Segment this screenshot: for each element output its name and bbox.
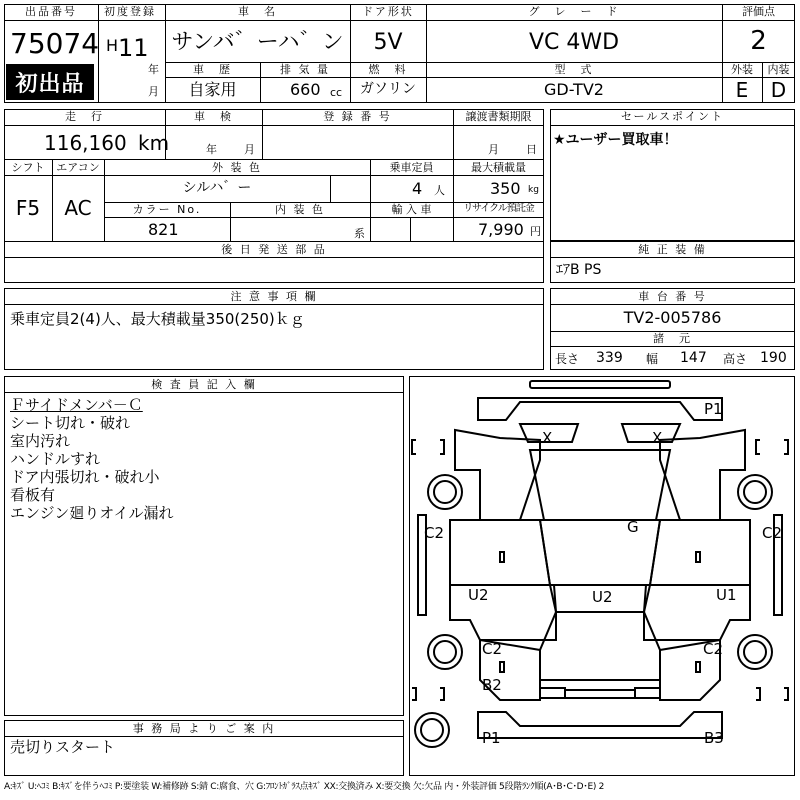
inspector-label: 検 査 員 記 入 欄: [151, 378, 257, 391]
color-label: 外 装 色: [212, 161, 262, 174]
sales-point-label: セールスポイント: [620, 110, 724, 123]
displacement: 660: [290, 80, 321, 99]
score-label: 評価点: [742, 5, 775, 18]
width: 147: [680, 350, 707, 366]
model: GD-TV2: [544, 80, 604, 99]
recycle-unit: 円: [530, 225, 541, 238]
recycle-label: リサイクル預託金: [463, 203, 534, 214]
load-label: 最大積載量: [471, 161, 526, 174]
month-unit: 月: [148, 85, 159, 98]
load: 350: [490, 179, 521, 198]
capacity-unit: 人: [434, 184, 445, 197]
transfer-month-unit: 月: [488, 143, 499, 156]
lot-label: 出品番号: [25, 5, 77, 18]
notes-text: 乗車定員2(4)人、最大積載量350(250)ｋｇ: [10, 310, 305, 328]
length: 339: [596, 350, 623, 366]
damage-mark-u1-right: U1: [716, 586, 737, 604]
shift: F5: [15, 196, 41, 220]
width-label: 幅: [646, 352, 659, 366]
load-unit: kg: [528, 185, 539, 195]
fuel: ガソリン: [360, 81, 416, 97]
inspector-notes: [10, 396, 174, 522]
score: 2: [750, 26, 767, 56]
inspector-line: 室内汚れ: [10, 432, 71, 450]
damage-mark-u2-left: U2: [468, 586, 489, 604]
grade-label: グ レ ー ド: [528, 5, 620, 18]
model-label: 型 式: [554, 63, 594, 76]
first-listing-badge: 初出品: [6, 64, 94, 100]
height-label: 高さ: [723, 352, 748, 366]
vehicle-diagram-frame: [409, 376, 795, 776]
equipment-label: 純 正 装 備: [638, 243, 707, 256]
damage-mark-p1-rear: P1: [482, 729, 501, 747]
legend: A:ｷｽﾞ U:ﾍｺﾐ B:ｷｽﾞを伴うﾍｺﾐ P:要塗装 W:補修跡 S:錆 C:腐食、穴 G:ﾌﾛﾝﾄｶﾞﾗｽ点ｷｽﾞ XX:交換済み X:要交換 欠:欠品 内・外装評価 5段階ﾗﾝｸ順(A･B･C･D･E) 2: [4, 782, 605, 792]
displacement-label: 排 気 量: [280, 63, 330, 76]
fuel-label: 燃 料: [368, 63, 408, 76]
car-name-label: 車 名: [238, 5, 277, 18]
car-name: サンバ゛ーハ゛ン: [171, 30, 344, 55]
damage-mark-g: G: [627, 518, 639, 536]
int-color-unit: 系: [354, 227, 365, 240]
grade: VC 4WD: [528, 30, 620, 55]
sales-point-text: ★ユーザー買取車！: [553, 132, 678, 148]
damage-mark-x-left: X: [542, 429, 553, 447]
equipment-text: ｴｱB PS: [556, 262, 602, 278]
inspection-year-unit: 年: [206, 143, 217, 156]
mileage-unit: km: [138, 131, 170, 155]
first-reg-year: 11: [118, 34, 149, 62]
import-label: 輸 入 車: [391, 203, 432, 216]
ac: AC: [64, 196, 92, 220]
inspector-line: 看板有: [10, 486, 56, 504]
lot-number: 75074: [10, 27, 100, 60]
damage-mark-u2-center: U2: [592, 588, 613, 606]
interior-grade: D: [770, 78, 787, 102]
damage-mark-c2-rear-left: C2: [482, 640, 503, 658]
chassis-number: TV2-005786: [623, 308, 722, 327]
chassis-label: 車 台 番 号: [638, 290, 707, 303]
color-no-label: カラー No.: [132, 203, 202, 216]
inspection-month-unit: 月: [244, 143, 255, 156]
door-label: ドア形状: [362, 5, 414, 18]
capacity: 4: [412, 179, 423, 198]
year-unit: 年: [148, 63, 159, 76]
damage-mark-x-right: X: [652, 429, 663, 447]
height: 190: [760, 350, 787, 366]
exterior-label: 外装: [731, 63, 753, 76]
inspector-line: ドア内張切れ・破れ小: [10, 468, 160, 486]
later-parts-label: 後 日 発 送 部 品: [221, 243, 327, 256]
dims-label: 諸 元: [653, 332, 692, 345]
door-type: 5V: [373, 30, 403, 55]
damage-mark-b2: B2: [482, 676, 502, 694]
inspection-label: 車 検: [194, 110, 233, 123]
shift-label: シフト: [11, 161, 45, 174]
inspector-line: シート切れ・破れ: [10, 414, 131, 432]
inspector-line: ハンドルすれ: [10, 450, 101, 468]
damage-mark-b3: B3: [704, 729, 724, 747]
office-label: 事 務 局 よ り ご 案 内: [132, 722, 276, 735]
sales-point-frame: [550, 109, 795, 241]
damage-mark-c2-left: C2: [424, 524, 445, 542]
recycle-deposit: 7,990: [478, 220, 524, 239]
interior-label: 内装: [767, 63, 790, 76]
damage-mark-p1-front: P1: [704, 400, 723, 418]
notes-label: 注 意 事 項 欄: [230, 290, 318, 303]
era: H: [106, 36, 119, 55]
color-no: 821: [148, 220, 179, 239]
ac-label: エアコン: [56, 161, 100, 174]
int-color-label: 内 装 色: [275, 203, 325, 216]
registration-label: 登 録 番 号: [323, 110, 392, 123]
capacity-label: 乗車定員: [389, 161, 434, 174]
color: シルハ゛ー: [182, 180, 252, 196]
office-text: 売切りスタート: [10, 738, 116, 756]
displacement-unit: cc: [330, 86, 343, 99]
mileage-label: 走 行: [65, 110, 104, 123]
inspector-line: Ｆサイドメンバ－Ｃ: [10, 396, 143, 414]
mileage: 116,160: [44, 131, 127, 155]
first-reg-label: 初度登録: [104, 5, 156, 18]
exterior-grade: E: [735, 78, 749, 102]
inspector-line: エンジン廻りオイル漏れ: [10, 504, 174, 522]
transfer-label: 譲渡書類期限: [465, 110, 532, 123]
history: 自家用: [188, 80, 237, 99]
damage-mark-c2-rear-right: C2: [703, 640, 724, 658]
damage-mark-c2-right: C2: [762, 524, 783, 542]
transfer-day-unit: 日: [526, 143, 537, 156]
history-label: 車 歴: [193, 63, 232, 76]
length-label: 長さ: [555, 352, 580, 366]
